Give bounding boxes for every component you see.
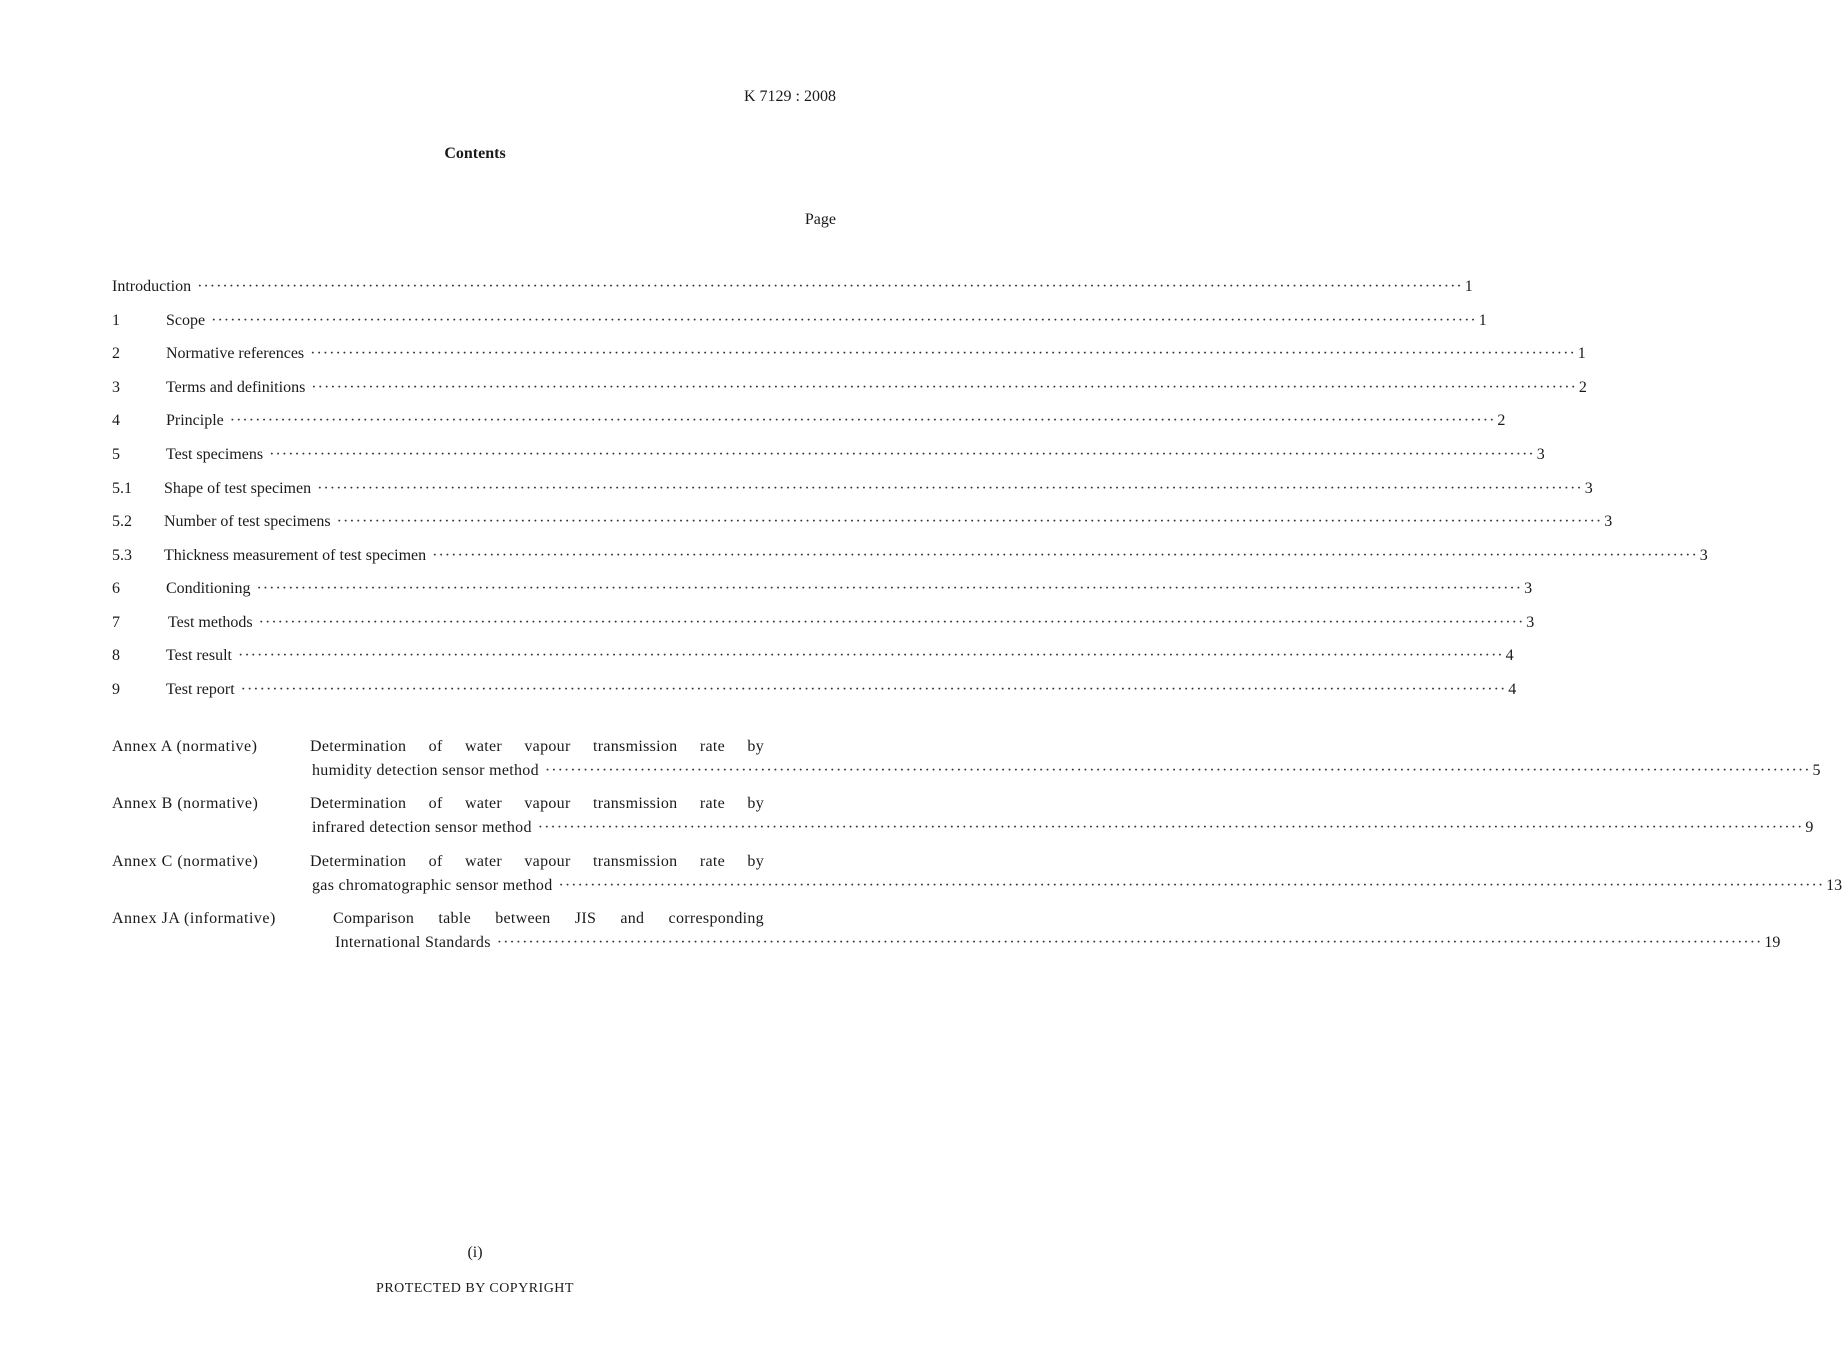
- toc-entry[interactable]: [112, 444, 1545, 466]
- dot-leader: ········································································································································································································: [197, 278, 1463, 295]
- toc-entry-number: 5.1: [112, 480, 132, 497]
- toc-entry-page: 3: [1699, 547, 1708, 564]
- toc-entry-title: Test specimens: [166, 446, 264, 463]
- dot-leader: ········································································································································································································: [432, 547, 1698, 564]
- toc-entry-title: Test result: [166, 647, 232, 664]
- dot-leader: ········································································································································································································: [237, 647, 1504, 664]
- toc-entry-title: Introduction: [112, 278, 192, 295]
- toc-entry[interactable]: [112, 578, 1533, 600]
- toc-entry-page: 2: [1497, 412, 1506, 429]
- toc-entry-title: Normative references: [166, 345, 305, 362]
- toc-entry-title: Thickness measurement of test specimen: [164, 547, 427, 564]
- toc-entry-number: 5: [112, 446, 120, 463]
- dot-leader: ········································································································································································································: [211, 312, 1477, 329]
- toc-entry-title: Principle: [166, 412, 224, 429]
- toc-entry[interactable]: [112, 545, 1708, 567]
- toc-entry-title: Scope: [166, 312, 206, 329]
- toc-entry-title: Test methods: [168, 614, 253, 631]
- annex-label: Annex C (normative): [112, 853, 259, 870]
- toc-entry-title: Shape of test specimen: [164, 480, 312, 497]
- toc-entry[interactable]: [112, 310, 1487, 332]
- annex-page: 13: [1826, 877, 1842, 894]
- annex-page: 5: [1812, 762, 1821, 779]
- toc-entry[interactable]: [112, 377, 1587, 399]
- toc-entry-page: 3: [1584, 480, 1593, 497]
- toc-entry-title: Terms and definitions: [166, 379, 306, 396]
- dot-leader: ········································································································································································································: [310, 345, 1576, 362]
- standard-number: K 7129 : 2008: [744, 88, 836, 105]
- toc-entry-number: 6: [112, 580, 120, 597]
- toc-entry[interactable]: [112, 612, 1535, 634]
- dot-leader: ········································································································································································································: [336, 513, 1603, 530]
- dot-leader: ········································································································································································································: [311, 379, 1577, 396]
- toc-entry-page: 1: [1577, 345, 1586, 362]
- toc-entry-page: 3: [1604, 513, 1613, 530]
- annex-title-line1: Determination of water vapour transmission rate by: [310, 738, 764, 755]
- toc-entry-title: Number of test specimens: [164, 513, 331, 530]
- toc-entry[interactable]: [112, 276, 1473, 298]
- page-folio: (i): [467, 1244, 483, 1261]
- dot-leader: ········································································································································································································: [558, 877, 1825, 894]
- toc-entry-number: 3: [112, 379, 120, 396]
- dot-leader: ········································································································································································································: [544, 762, 1811, 779]
- annex-page: 19: [1764, 934, 1781, 951]
- annex-label: Annex B (normative): [112, 795, 259, 812]
- dot-leader: ········································································································································································································: [269, 446, 1535, 463]
- toc-entry-page: 3: [1524, 580, 1533, 597]
- dot-leader: ········································································································································································································: [537, 819, 1804, 836]
- toc-entry-page: 4: [1508, 681, 1517, 698]
- toc-entry-title: Test report: [166, 681, 235, 698]
- toc-entry[interactable]: [112, 511, 1613, 533]
- toc-entry-number: 5.3: [112, 547, 132, 564]
- toc-entry[interactable]: [112, 478, 1593, 500]
- annex-page: 9: [1805, 819, 1814, 836]
- copyright-notice: PROTECTED BY COPYRIGHT: [376, 1281, 574, 1296]
- toc-entry-number: 5.2: [112, 513, 132, 530]
- dot-leader: ········································································································································································································: [496, 934, 1763, 951]
- toc-entry-page: 3: [1536, 446, 1545, 463]
- dot-leader: ········································································································································································································: [258, 614, 1525, 631]
- dot-leader: ········································································································································································································: [229, 412, 1496, 429]
- toc-entry[interactable]: [112, 343, 1586, 365]
- dot-leader: ········································································································································································································: [317, 480, 1583, 497]
- toc-entry-page: 4: [1505, 647, 1514, 664]
- toc-entry-page: 1: [1478, 312, 1487, 329]
- annex-label: Annex A (normative): [112, 738, 258, 755]
- dot-leader: ········································································································································································································: [256, 580, 1523, 597]
- toc-entry-page: 3: [1526, 614, 1535, 631]
- toc-entry-number: 1: [112, 312, 120, 329]
- dot-leader: ········································································································································································································: [240, 681, 1507, 698]
- annex-title-line2: humidity detection sensor method: [312, 762, 539, 779]
- annex-label: Annex JA (informative): [112, 910, 276, 927]
- toc-entry-number: 2: [112, 345, 120, 362]
- annex-title-line2: infrared detection sensor method: [312, 819, 532, 836]
- toc-entry-title: Conditioning: [166, 580, 251, 597]
- page-column-label: Page: [804, 211, 836, 228]
- page-title: Contents: [444, 145, 506, 162]
- toc-entry-page: 2: [1578, 379, 1587, 396]
- annex-title-line1: Determination of water vapour transmission rate by: [310, 795, 764, 812]
- annex-title-line2: gas chromatographic sensor method: [312, 877, 553, 894]
- toc-entry[interactable]: [112, 410, 1506, 432]
- toc-entry-number: 7: [112, 614, 120, 631]
- toc-entry-number: 8: [112, 647, 120, 664]
- toc-entry-number: 9: [112, 681, 120, 698]
- annex-title-line1: Determination of water vapour transmission rate by: [310, 853, 764, 870]
- toc-entry[interactable]: [112, 645, 1514, 667]
- annex-title-line2: International Standards: [335, 934, 491, 951]
- annex-title-line1: Comparison table between JIS and corresponding: [333, 910, 764, 927]
- toc-entry-page: 1: [1464, 278, 1473, 295]
- toc-entry[interactable]: [112, 679, 1517, 701]
- toc-entry-number: 4: [112, 412, 120, 429]
